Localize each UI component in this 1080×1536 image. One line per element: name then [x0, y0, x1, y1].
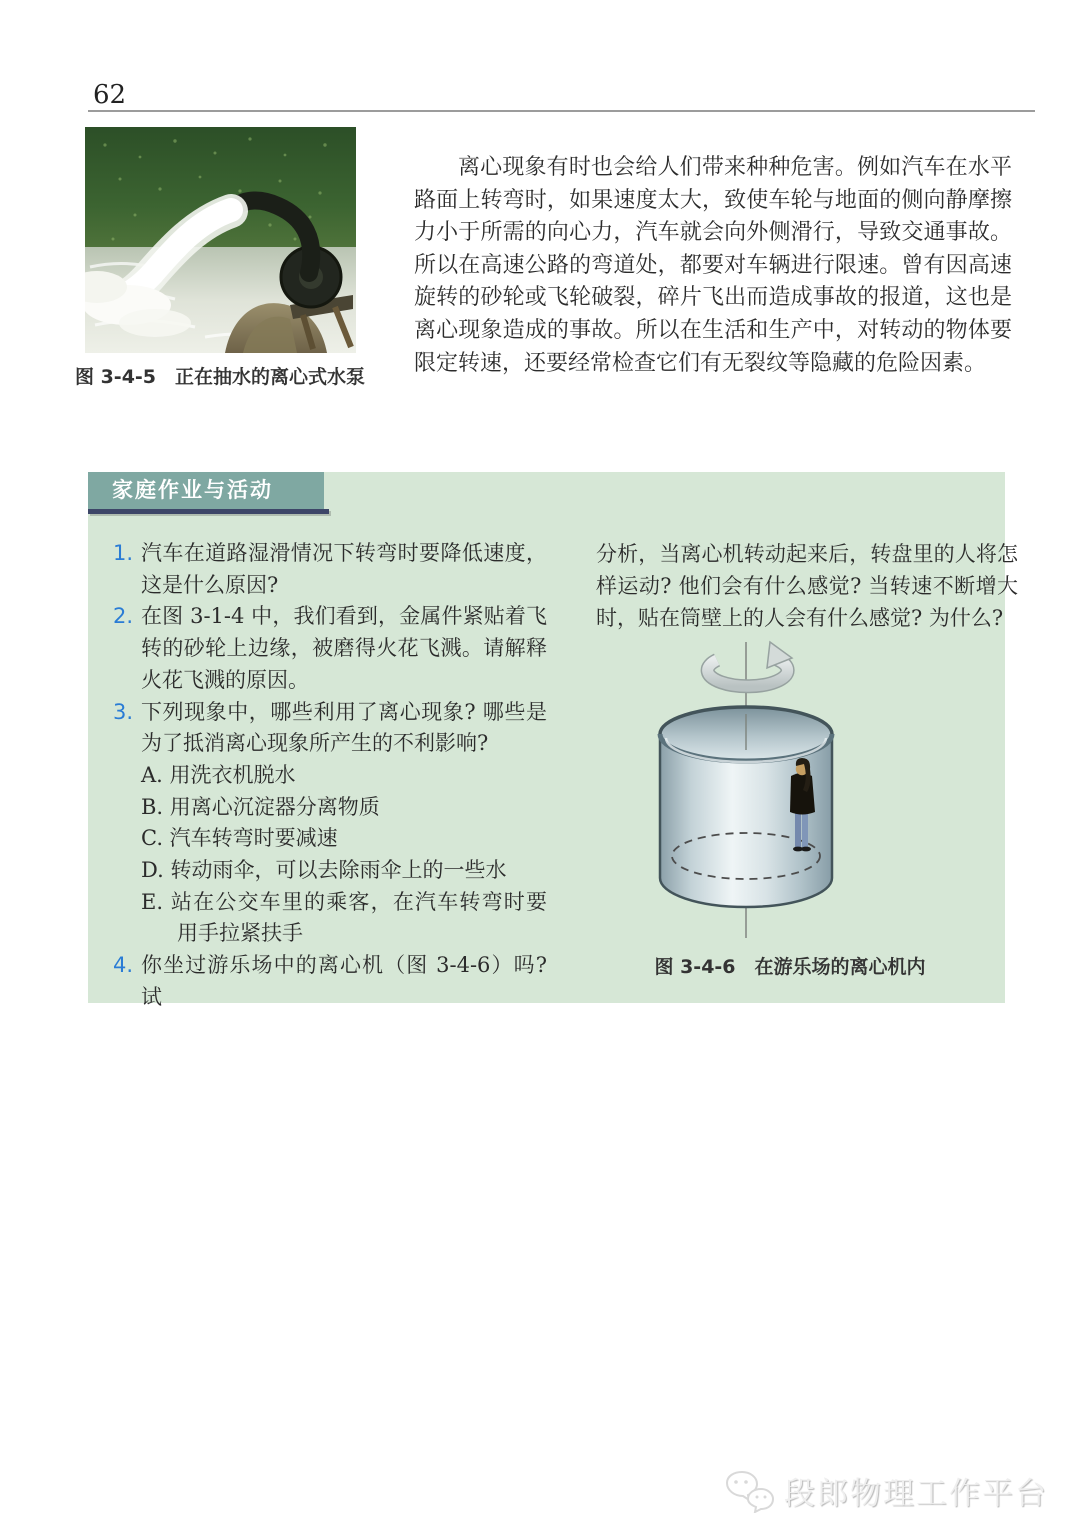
question-1: [113, 538, 547, 601]
question-4: [113, 950, 547, 1013]
question-3: [113, 697, 547, 951]
question-1-text: 汽车在道路湿滑情况下转弯时要降低速度，这是什么原因?: [141, 541, 547, 597]
header-rule: [88, 110, 1035, 112]
option-c: C. 汽车转弯时要减速: [141, 826, 338, 851]
question-2: [113, 601, 547, 696]
figure-3-4-5-photo: [85, 127, 356, 353]
figure-3-4-6-illustration: [624, 638, 868, 940]
page-number: 62: [93, 80, 127, 110]
option-a: A. 用洗衣机脱水: [141, 762, 296, 787]
pump-photo-illustration: [85, 127, 356, 353]
question-1-number: 1.: [113, 541, 134, 565]
watermark-text: 段郎物理工作平台: [784, 1476, 1048, 1512]
homework-right-column: [596, 538, 1018, 983]
question-2-text: 在图 3-1-4 中，我们看到，金属件紧贴着飞转的砂轮上边缘，被磨得火花飞溅。请解释火花飞溅的原因。: [141, 604, 547, 692]
homework-title-tab: 家庭作业与活动: [88, 472, 324, 509]
rotation-arrow-icon: [708, 642, 792, 686]
figure-3-4-5-caption: 图 3-4-5 正在抽水的离心式水泵: [74, 366, 366, 388]
figure-3-4-6-caption: 图 3-4-6 在游乐场的离心机内: [654, 956, 926, 978]
question-4-text: 你坐过游乐场中的离心机（图 3-4-6）吗? 试: [141, 953, 547, 1009]
option-e: E. 站在公交车里的乘客，在汽车转弯时要用手拉紧扶手: [141, 889, 547, 946]
intro-paragraph: 离心现象有时也会给人们带来种种危害。例如汽车在水平路面上转弯时，如果速度太大，致使车轮与地面的侧向静摩擦力小于所需的向心力，汽车就会向外侧滑行，导致交通事故。所以在高速公路的弯道处，都要对车辆进行限速。曾有因高速旋转的砂轮或飞轮破裂，碎片飞出而造成事故的报道，这也是离心现象造成的事故。所以在生活和生产中，对转动的物体要限定转速，还要经常检查它们有无裂纹等隐藏的危险因素。: [414, 155, 1012, 376]
question-3-text: 下列现象中，哪些利用了离心现象? 哪些是为了抵消离心现象所产生的不利影响?: [141, 699, 547, 756]
option-d: D. 转动雨伞，可以去除雨伞上的一些水: [141, 858, 507, 883]
chat-bubbles-logo-icon: [724, 1469, 776, 1513]
question-3-number: 3.: [113, 699, 134, 724]
question-2-number: 2.: [113, 604, 134, 629]
question-4-number: 4.: [113, 953, 134, 978]
homework-tab-underline: [88, 509, 329, 514]
question-3-options: [141, 760, 547, 950]
question-4-continuation: 分析，当离心机转动起来后，转盘里的人将怎样运动? 他们会有什么感觉? 当转速不断增大时，贴在筒壁上的人会有什么感觉? 为什么?: [596, 542, 1018, 630]
homework-questions-column: [113, 538, 547, 1014]
homework-box: [88, 472, 1018, 1009]
option-b: B. 用离心沉淀器分离物质: [141, 794, 380, 819]
watermark: [724, 1468, 1048, 1513]
